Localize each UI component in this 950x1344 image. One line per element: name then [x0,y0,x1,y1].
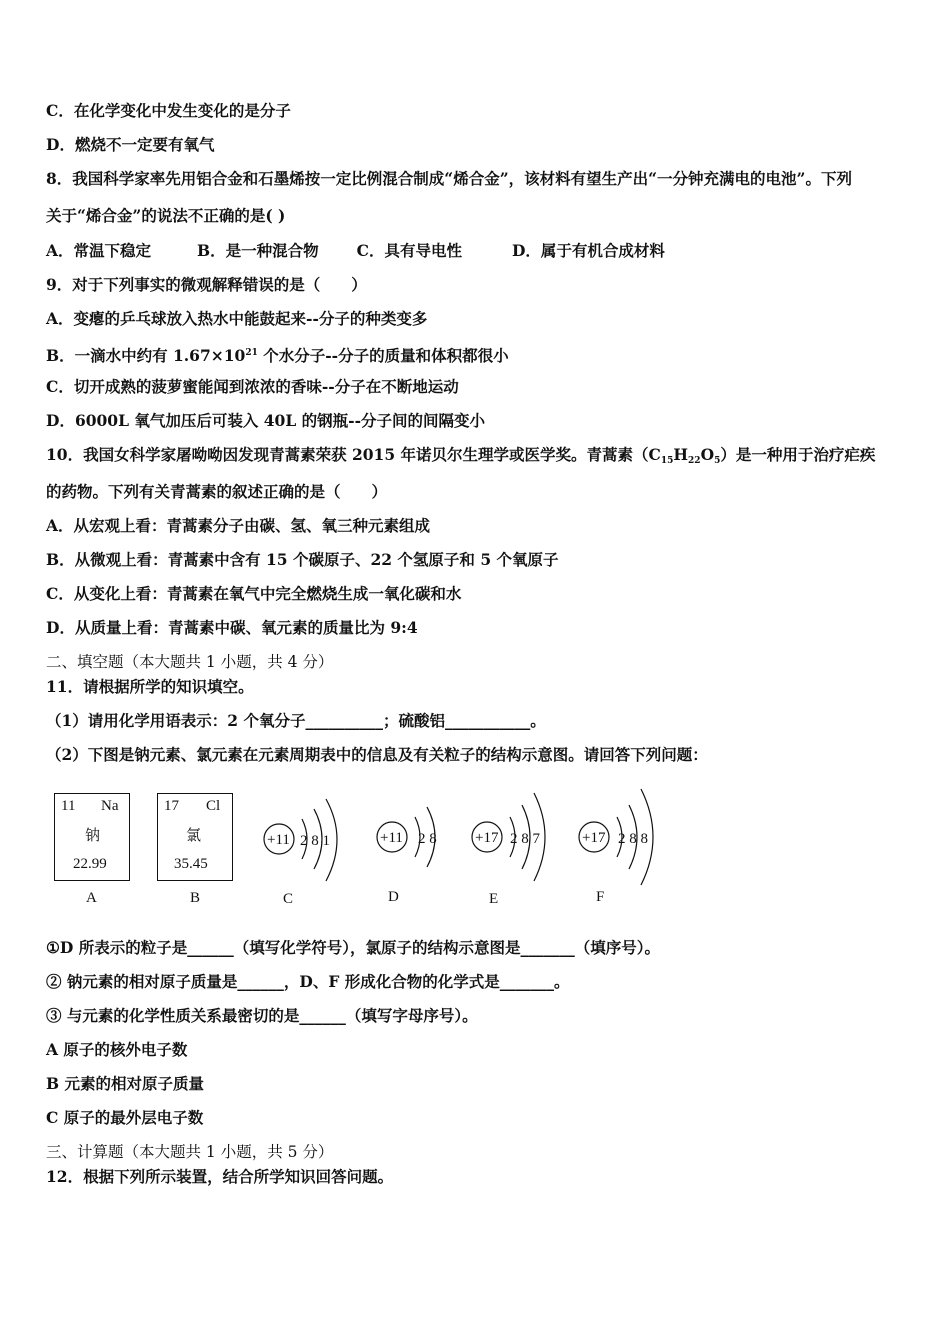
q12-stem: 12．根据下列所示装置，结合所学知识回答问题。 [46,1167,394,1186]
q10-option-a: A．从宏观上看：青蒿素分子由碳、氢、氧三种元素组成 [46,516,431,535]
q9-option-d: D．6000L 氧气加压后可装入 40L 的钢瓶--分子间的间隔变小 [46,411,486,430]
q11-sub1: ①D 所表示的粒子是______（填写化学符号），氯原子的结构示意图是_______（填序号）。 [46,938,660,957]
atomic-number-na: 11 [61,798,76,814]
structure-diagram-c [264,799,337,881]
structure-diagram-f [579,789,653,885]
q9-option-c: C．切开成熟的菠萝蜜能闻到浓浓的香味--分子在不断地运动 [46,377,459,396]
q11-sub3: ③ 与元素的化学性质关系最密切的是______（填写字母序号）。 [46,1006,478,1025]
formula-sub-o: 5 [714,456,721,466]
q10-stem-line1 [46,445,875,471]
electrons-e-text: 2 8 7 [510,831,540,847]
q10-stem-line2: 的药物。下列有关青蒿素的叙述正确的是（ ） [46,482,388,501]
q9-stem: 9．对于下列事实的微观解释错误的是（ ） [46,275,367,294]
nucleus-e-text: +17 [475,830,499,846]
q10-option-b: B．从微观上看：青蒿素中含有 15 个碳原子、22 个氢原子和 5 个氧原子 [46,550,559,569]
name-na: 钠 [85,828,101,844]
symbol-cl: Cl [206,798,221,814]
electrons-f-text: 2 8 8 [618,831,648,847]
nucleus-d-text: +11 [380,830,403,846]
label-c: C [283,891,294,907]
label-f: F [596,889,605,905]
nucleus-c-text: +11 [267,832,290,848]
q11-stem: 11．请根据所学的知识填空。 [46,677,254,696]
q9-option-b-post: 个水分子--分子的质量和体积都很小 [257,346,509,365]
nucleus-f-text: +17 [582,830,606,846]
q11-choice-a: A 原子的核外电子数 [46,1040,188,1059]
q10-stem-pre: 10．我国女科学家屠呦呦因发现青蒿素荣获 2015 年诺贝尔生理学或医学奖。青蒿素（C [46,445,661,464]
structure-diagram-d [377,807,437,867]
q9-option-b [46,343,509,366]
q8-option-d: D．属于有机合成材料 [511,241,665,260]
q11-sub2: ② 钠元素的相对原子质量是______，D、F 形成化合物的化学式是_______。 [46,972,570,991]
formula-sub-h: 22 [688,456,701,466]
name-cl: 氯 [186,828,202,844]
section3-title: 三、计算题（本大题共 1 小题，共 5 分） [46,1143,334,1161]
q10-option-c: C．从变化上看：青蒿素在氧气中完全燃烧生成一氧化碳和水 [46,584,462,603]
q7-option-c: C．在化学变化中发生变化的是分子 [46,101,291,120]
q8-option-c: C．具有导电性 [356,241,462,260]
formula-h: H [673,445,689,464]
formula-o: O [700,445,715,464]
q8-stem-line1: 8．我国科学家率先用铝合金和石墨烯按一定比例混合制成“烯合金”，该材料有望生产出“一分钟充满电的电池”。下列 [46,169,852,188]
electrons-d-text: 2 8 [418,831,437,847]
section2-title: 二、填空题（本大题共 1 小题，共 4 分） [46,653,334,671]
label-a: A [86,890,97,906]
q10-option-d: D．从质量上看：青蒿素中碳、氧元素的质量比为 9:4 [46,618,418,637]
symbol-na: Na [101,798,119,814]
formula-sub-c: 15 [660,456,674,466]
q7-option-d: D．燃烧不一定要有氧气 [46,135,215,154]
q8-stem-line2: 关于“烯合金”的说法不正确的是( ) [46,206,286,225]
q11-choice-b: B 元素的相对原子质量 [46,1074,204,1093]
q11-part2: （2）下图是钠元素、氯元素在元素周期表中的信息及有关粒子的结构示意图。请回答下列问题： [46,745,708,764]
label-b: B [190,890,201,906]
mass-cl: 35.45 [174,856,208,872]
q11-choice-c: C 原子的最外层电子数 [46,1108,204,1127]
atomic-number-cl: 17 [164,798,179,814]
q9-option-b-pre: B．一滴水中约有 1.67×10 [46,346,246,365]
label-e: E [489,891,499,907]
q8-options [46,241,665,261]
label-d: D [388,889,399,905]
q8-option-b: B．是一种混合物 [197,241,319,260]
q9-option-a: A．变瘪的乒乓球放入热水中能鼓起来--分子的种类变多 [46,309,428,328]
electrons-c-text: 2 8 1 [300,833,330,849]
q8-option-a: A．常温下稳定 [46,241,152,260]
q9-option-b-exponent: 21 [245,348,258,358]
q11-part1: （1）请用化学用语表示：2 个氧分子__________；硫酸铝___________。 [46,711,546,730]
structure-diagram-e [472,793,545,881]
q10-stem-post: ）是一种用于治疗疟疾 [720,445,876,464]
mass-na: 22.99 [73,856,107,872]
element-figure [50,785,730,915]
